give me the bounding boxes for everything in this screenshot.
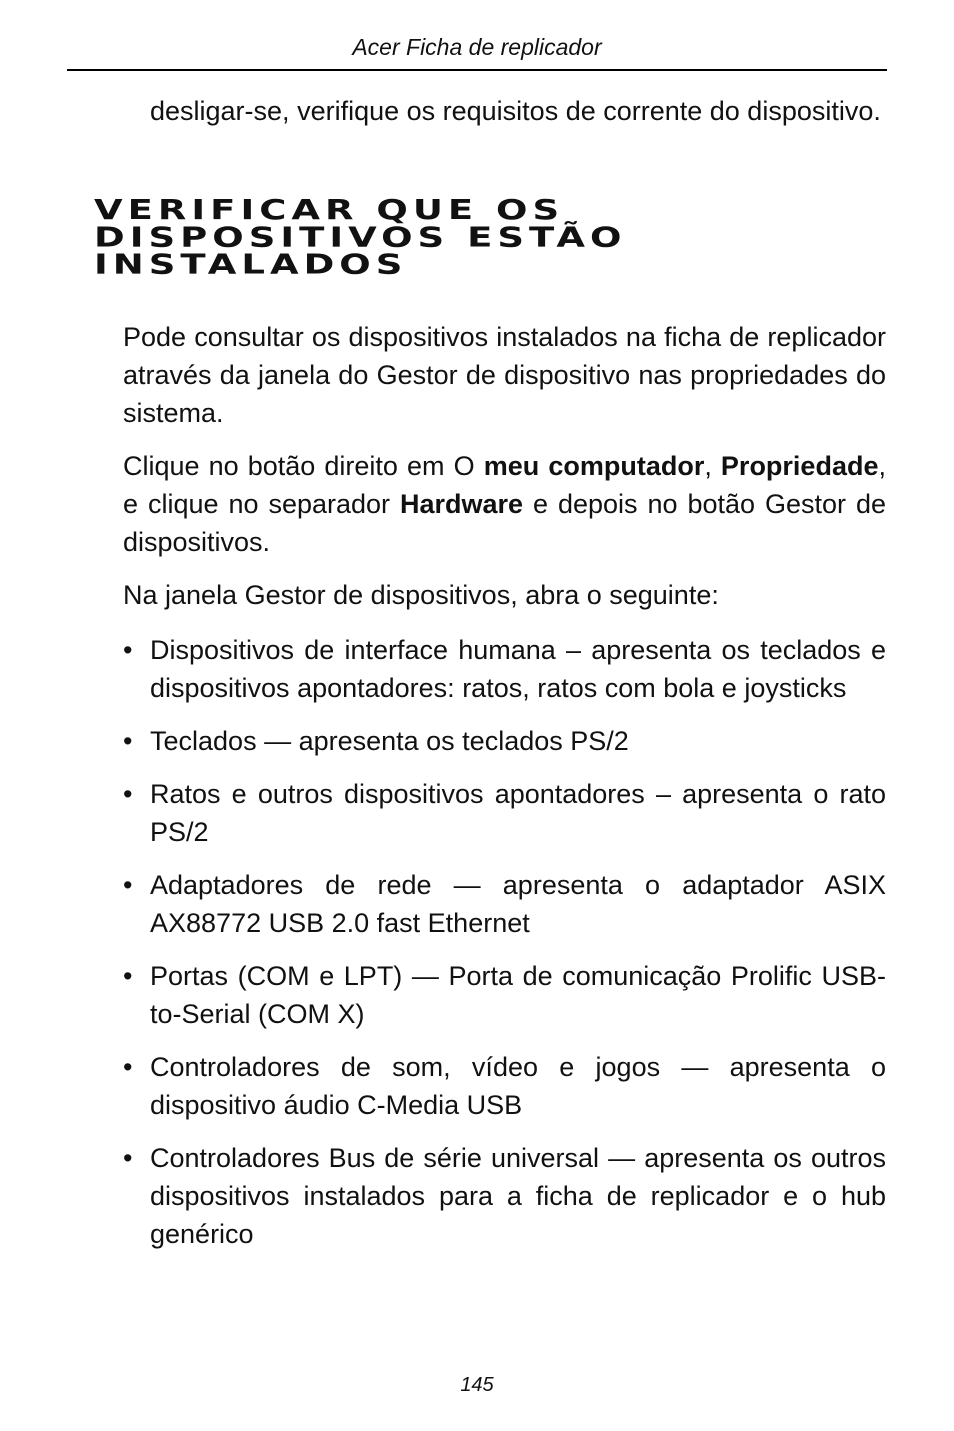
bullet-icon: •	[123, 1143, 133, 1173]
instruction-paragraph	[123, 447, 886, 561]
list-item	[123, 957, 886, 1033]
list-item	[123, 631, 886, 707]
device-list	[123, 631, 886, 1268]
list-item-text: Controladores de som, vídeo e jogos — apresenta o dispositivo áudio C-Media USB	[150, 1052, 886, 1120]
list-item-text: Adaptadores de rede — apresenta o adaptador ASIX AX88772 USB 2.0 fast Ethernet	[150, 870, 886, 938]
list-item	[123, 722, 886, 760]
list-item	[123, 1139, 886, 1253]
bullet-icon: •	[123, 635, 133, 665]
instruction-bold-my-computer: meu computador	[483, 451, 705, 481]
header-rule	[67, 69, 887, 71]
list-item-text: Teclados — apresenta os teclados PS/2	[150, 726, 629, 756]
list-item	[123, 866, 886, 942]
page-number: 145	[460, 1374, 494, 1396]
instruction-text-3: , e clique no separador	[123, 451, 886, 519]
bullet-icon: •	[123, 726, 133, 756]
running-header: Acer Ficha de replicador	[352, 34, 602, 60]
intro-paragraph: Pode consultar os dispositivos instalados na ficha de replicador através da janela do Gestor de dispositivo nas propriedades do sistema.	[123, 322, 886, 428]
instruction-text-1: Clique no botão direito em O	[123, 451, 484, 481]
section-heading: VERIFICAR QUE OS DISPOSITIVOS ESTÃO INSTALADOS	[94, 193, 627, 281]
instruction-bold-property: Propriedade	[720, 451, 879, 481]
list-intro-paragraph: Na janela Gestor de dispositivos, abra o seguinte:	[123, 580, 719, 610]
bullet-icon: •	[123, 870, 133, 900]
list-item-text: Ratos e outros dispositivos apontadores – apresenta o rato PS/2	[150, 779, 886, 847]
list-item	[123, 1048, 886, 1124]
continuation-paragraph: desligar-se, verifique os requisitos de corrente do dispositivo.	[150, 96, 881, 126]
list-item-text: Controladores Bus de série universal — apresenta os outros dispositivos instalados para a ficha de replicador e o hub genérico	[150, 1143, 886, 1249]
bullet-icon: •	[123, 961, 133, 991]
bullet-icon: •	[123, 779, 133, 809]
instruction-bold-hardware: Hardware	[399, 489, 524, 519]
list-item	[123, 775, 886, 851]
list-item-text: Portas (COM e LPT) — Porta de comunicação Prolific USB-to-Serial (COM X)	[150, 961, 886, 1029]
instruction-text-2: ,	[704, 451, 721, 481]
instruction-text-4: e depois no botão Gestor de dispositivos.	[123, 489, 886, 557]
list-item-text: Dispositivos de interface humana – apresenta os teclados e dispositivos apontadores: ratos, ratos com bola e joysticks	[150, 635, 886, 703]
bullet-icon: •	[123, 1052, 133, 1082]
